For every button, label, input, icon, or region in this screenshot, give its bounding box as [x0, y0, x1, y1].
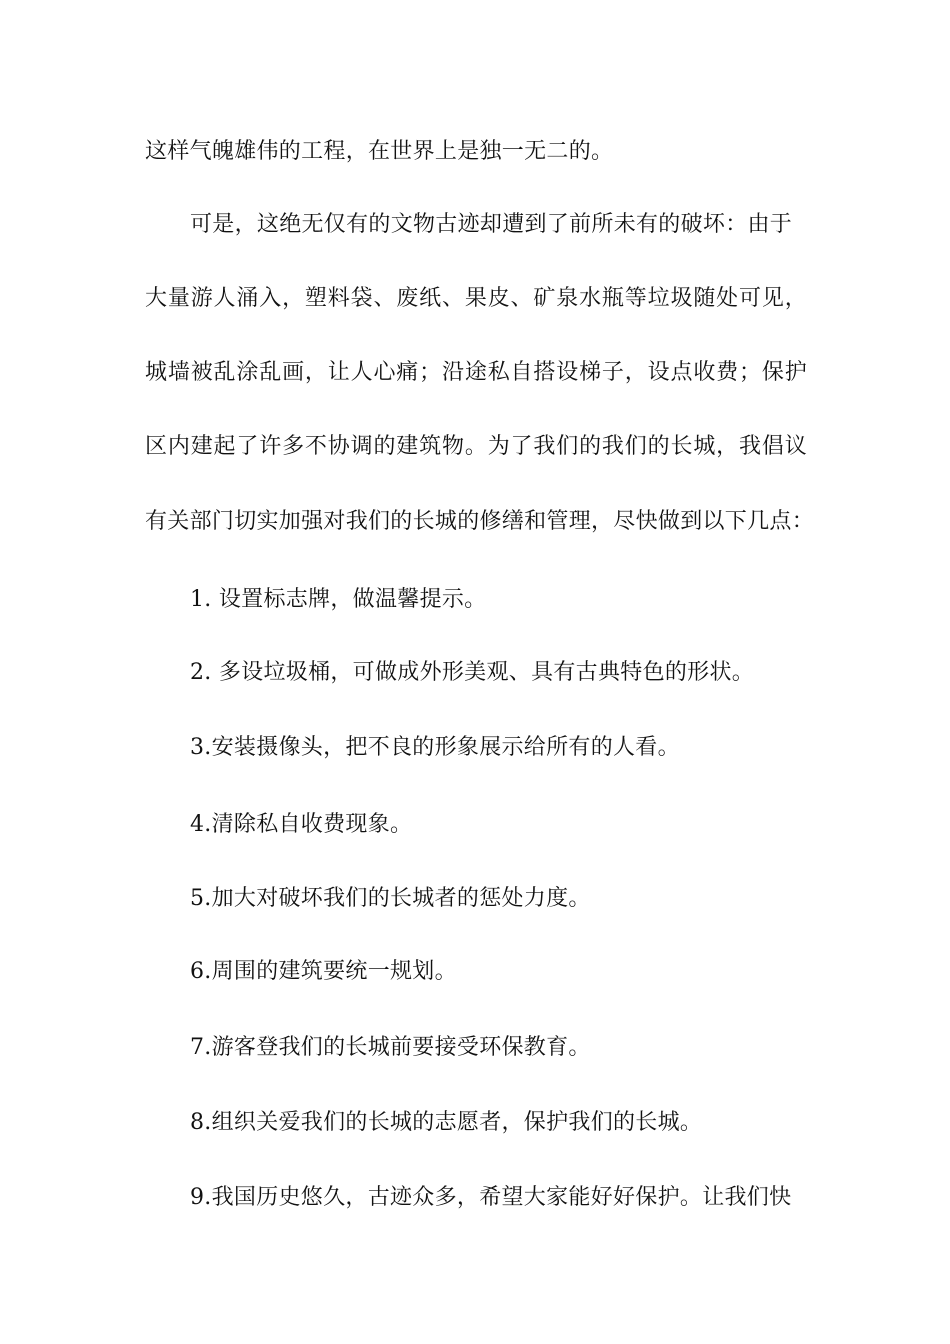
list-item: 2. 多设垃圾桶，可做成外形美观、具有古典特色的形状。 [190, 660, 755, 685]
paragraph-line: 这样气魄雄伟的工程，在世界上是独一无二的。 [145, 139, 614, 164]
paragraph-line: 区内建起了许多不协调的建筑物。为了我们的我们的长城，我倡议 [145, 434, 807, 459]
paragraph-line: 城墙被乱涂乱画，让人心痛；沿途私自搭设梯子，设点收费；保护 [145, 360, 807, 385]
paragraph-line: 大量游人涌入，塑料袋、废纸、果皮、矿泉水瓶等垃圾随处可见， [145, 286, 807, 311]
list-item: 5.加大对破坏我们的长城者的惩处力度。 [190, 886, 591, 911]
list-item: 4.清除私自收费现象。 [190, 812, 413, 837]
paragraph-line: 有关部门切实加强对我们的长城的修缮和管理，尽快做到以下几点： [145, 509, 815, 534]
list-item: 8.组织关爱我们的长城的志愿者，保护我们的长城。 [190, 1110, 703, 1135]
list-item: 9.我国历史悠久，古迹众多，希望大家能好好保护。让我们快 [190, 1185, 792, 1210]
list-item: 3.安装摄像头，把不良的形象展示给所有的人看。 [190, 735, 680, 760]
list-item: 1. 设置标志牌，做温馨提示。 [190, 587, 487, 612]
list-item: 7.游客登我们的长城前要接受环保教育。 [190, 1035, 591, 1060]
paragraph-line: 可是，这绝无仅有的文物古迹却遭到了前所未有的破坏：由于 [190, 212, 793, 237]
list-item: 6.周围的建筑要统一规划。 [190, 959, 457, 984]
